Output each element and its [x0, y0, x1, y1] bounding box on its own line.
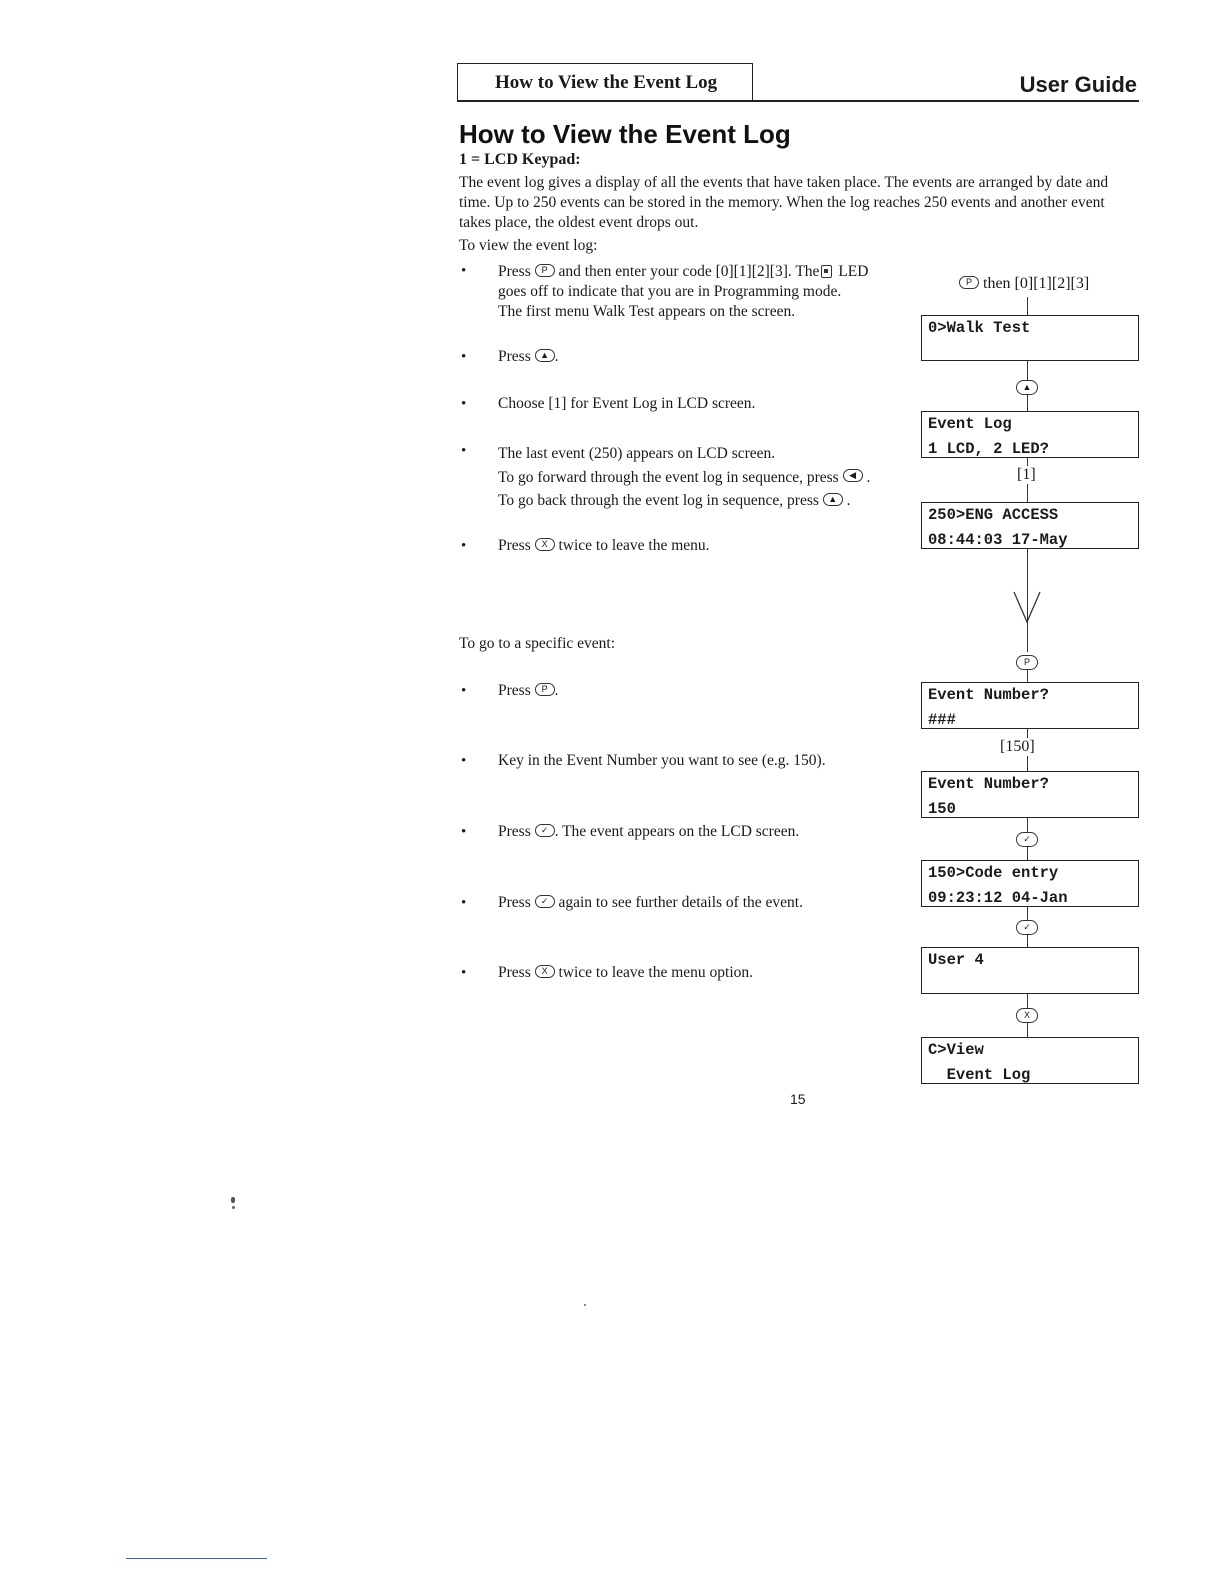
- view-step-5: Press X twice to leave the menu.: [498, 537, 710, 554]
- flow-label-150: [150]: [1000, 738, 1035, 755]
- bullet-dot: •: [461, 443, 467, 459]
- flow-connector: [1027, 670, 1028, 682]
- view-step-2: Press ▲ .: [498, 348, 559, 365]
- lcd-screen-code-entry: 150>Code entry 09:23:12 04-Jan: [921, 860, 1139, 907]
- x-key-icon: X: [535, 965, 555, 978]
- intro-paragraph: The event log gives a display of all the events that have taken place. The events are arranged by date and time. Up to 250 events can be stored in the memory. When the log reaches 250 events and another event takes place, the oldest event drops out.: [459, 174, 1109, 231]
- p-key-icon: P: [959, 276, 979, 289]
- check-key-icon: ✓: [1016, 832, 1038, 847]
- up-key-icon: ▲: [535, 349, 555, 362]
- x-key-icon: X: [1016, 1008, 1038, 1023]
- bullet-dot: •: [461, 396, 467, 412]
- p-key-icon: P: [1016, 655, 1038, 670]
- lock-icon: [821, 265, 832, 278]
- specific-step-1: Press P .: [498, 682, 559, 699]
- header-tab: [457, 63, 753, 101]
- specific-step-2: Key in the Event Number you want to see (e.g. 150).: [498, 752, 826, 769]
- check-key-icon: ✓: [535, 824, 555, 837]
- specific-step-3: Press ✓ . The event appears on the LCD screen.: [498, 823, 800, 840]
- header-tab-title: How to View the Event Log: [495, 72, 718, 93]
- flow-connector: [1027, 297, 1028, 315]
- lcd-screen-view-event-log: C>View Event Log: [921, 1037, 1139, 1084]
- header-rule: [457, 100, 1139, 102]
- bullet-dot: •: [461, 538, 467, 554]
- view-step-4: The last event (250) appears on LCD screen. To go forward through the event log in sequence, press ◀ . To go back through the event log in sequence, press ▲ .: [498, 445, 871, 509]
- header-guide-label: User Guide: [1019, 72, 1137, 97]
- bullet-dot: •: [461, 349, 467, 365]
- lcd-screen-walk-test: 0>Walk Test: [921, 315, 1139, 361]
- up-key-icon: ▲: [823, 493, 843, 506]
- down-arrow-icon: [1012, 590, 1042, 624]
- specific-step-4: Press ✓ again to see further details of the event.: [498, 894, 803, 911]
- flow-label-1: [1]: [1017, 466, 1036, 483]
- lcd-screen-event-number: Event Number? ###: [921, 682, 1139, 729]
- view-heading: To view the event log:: [459, 237, 598, 254]
- bullet-dot: •: [461, 263, 467, 279]
- p-key-icon: P: [535, 683, 555, 696]
- x-key-icon: X: [535, 538, 555, 551]
- view-step-3: Choose [1] for Event Log in LCD screen.: [498, 395, 756, 412]
- section-subtitle: 1 = LCD Keypad:: [459, 151, 581, 168]
- specific-step-5: Press X twice to leave the menu option.: [498, 964, 754, 981]
- p-key-icon: P: [535, 264, 555, 277]
- scan-speck: [584, 1304, 586, 1306]
- view-step-1: Press P and then enter your code [0][1][2][3]. The LED goes off to indicate that you are in Programming mode. The first menu Walk Test appears on the screen.: [498, 263, 869, 320]
- lcd-screen-event-log: Event Log 1 LCD, 2 LED?: [921, 411, 1139, 458]
- page-number: 15: [790, 1091, 806, 1107]
- up-key-icon: ▲: [1016, 380, 1038, 395]
- forward-key-icon: ◀: [843, 469, 863, 482]
- check-key-icon: ✓: [535, 895, 555, 908]
- footer-rule: [126, 1558, 267, 1559]
- scan-speck: [231, 1197, 235, 1203]
- specific-heading: To go to a specific event:: [459, 635, 616, 652]
- lcd-screen-user: User 4: [921, 947, 1139, 994]
- bullet-dot: •: [461, 683, 467, 699]
- bullet-dot: •: [461, 753, 467, 769]
- scan-speck: [232, 1206, 235, 1209]
- page-title: How to View the Event Log: [459, 119, 791, 149]
- flow-start-label: P then [0][1][2][3]: [959, 275, 1089, 293]
- lcd-screen-event-number-entered: Event Number? 150: [921, 771, 1139, 818]
- check-key-icon: ✓: [1016, 920, 1038, 935]
- bullet-dot: •: [461, 965, 467, 981]
- bullet-dot: •: [461, 895, 467, 911]
- lcd-screen-last-event: 250>ENG ACCESS 08:44:03 17-May: [921, 502, 1139, 549]
- bullet-dot: •: [461, 824, 467, 840]
